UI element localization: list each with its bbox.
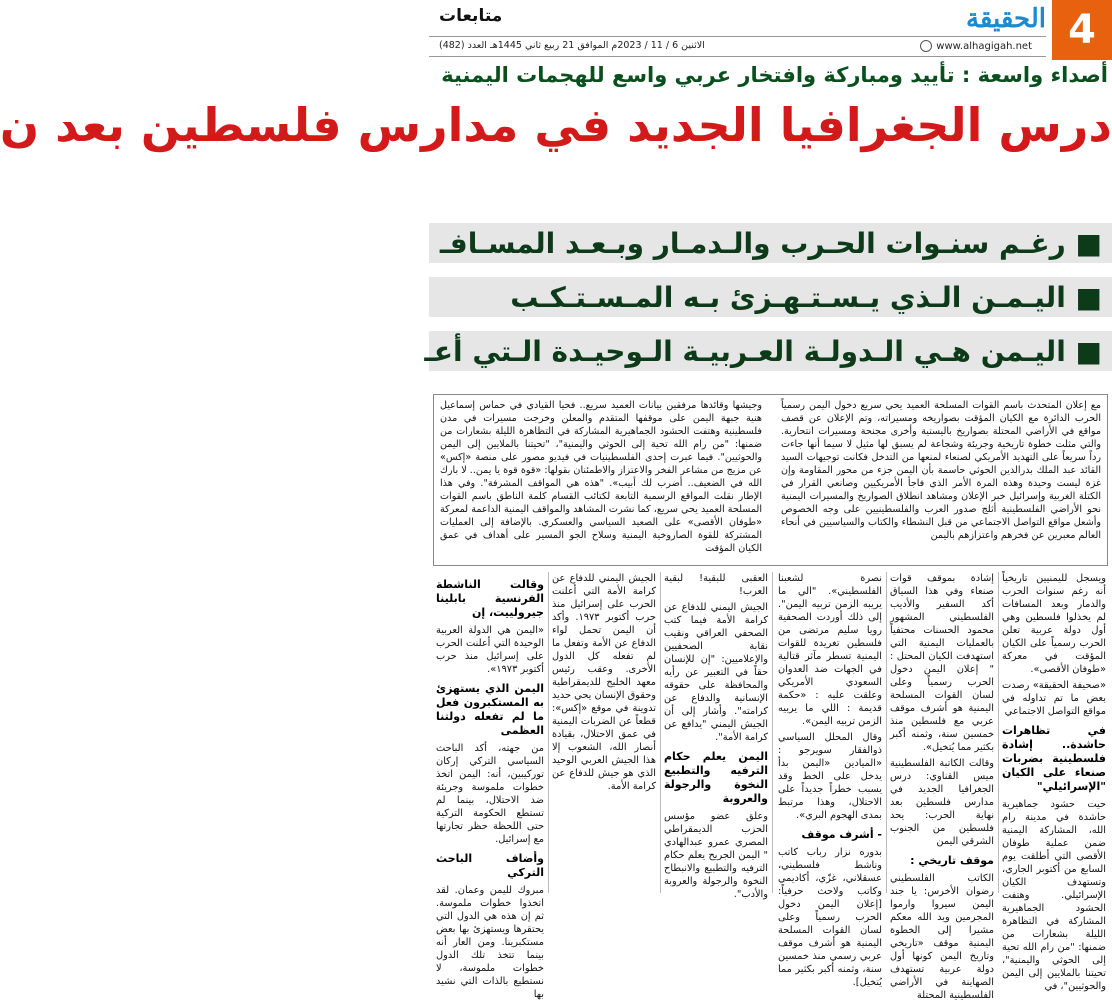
banner-2 bbox=[429, 277, 1112, 317]
globe-icon bbox=[920, 40, 932, 52]
column-divider bbox=[660, 572, 661, 893]
subheading: اليمن يعلم حكام الترفيه والتطبيع النخوة والرجولة والعروبة bbox=[664, 750, 768, 805]
kicker-headline: أصداء واسعة : تأييد ومباركة وافتخار عربي واسع للهجمات اليمنية bbox=[441, 63, 1108, 87]
intro-box bbox=[433, 394, 1108, 566]
banner-3 bbox=[424, 331, 1112, 371]
column-2 bbox=[890, 572, 994, 1001]
column-1 bbox=[1002, 572, 1106, 992]
subheading: في تظاهرات حاشدة.. إشادة فلسطينية بضربات صنعاء على الكيان "الإسرائيلي" bbox=[1002, 724, 1106, 793]
column-6 bbox=[436, 572, 544, 1000]
paragraph: العقبى للبقية! لبقية العرب! bbox=[664, 573, 768, 597]
column-divider bbox=[886, 572, 887, 893]
subheading: وأضاف الباحث التركي bbox=[436, 852, 544, 879]
subheading: - أشرف موقف bbox=[801, 828, 882, 841]
paragraph: الجيش اليمني للدفاع عن كرامة الأمة التي أعلنت الحرب على إسرائيل منذ حرب أكتوبر ١٩٧٣. وأكد أن اليمن تحمل لواء الدفاع عن الأمة وتفعل ما لم تفعله كل الدول الأخرى. وعقب رئيس معهد الخليج للديمقراطية وحقوق الإنسان يحي حديد تدوينة في موقع «إكس»: قطعاً عن الضربات اليمنية في عمق الاحتلال، بقيادة أنصار الله، الشعوب إلا هذا الجيش العربي الوحيد الذي هو جيش للدفاع عن كرامة الأمة. bbox=[552, 573, 656, 792]
paragraph: وعلق عضو مؤسس الحزب الديمقراطي المصري عمرو عبدالهادي " اليمن الجريح يعلم حكام الترفيه والتطبيع والانبطاح النخوة والرجولة والعروبة والأدب". bbox=[664, 811, 768, 900]
banner-1-text: ■ رغـم سنـوات الحـرب والـدمـار وبـعـد المسـافـ bbox=[439, 226, 1102, 260]
column-divider bbox=[548, 572, 549, 893]
header-rule-top bbox=[429, 36, 1046, 37]
header-rule-bottom bbox=[429, 56, 1046, 57]
column-divider bbox=[998, 572, 999, 893]
paragraph: نصرة لشعبنا الفلسطيني». "الي ما يريبه الزمن تربيه اليمن". إلى ذلك أوردت الصحفية رويا سليم مرتضى من فلسطين تغريدة للقوات اليمنية تسطر مآثر قتالية في الجهات ضد العدوان السعودي الأمريكي وعلقت عليه : «حكمة قديمة : اللي ما يربيه الزمن تربيه اليمن». bbox=[778, 573, 882, 727]
banner-1 bbox=[429, 223, 1112, 263]
column-divider bbox=[772, 572, 773, 893]
paragraph: إشادة بموقف قوات صنعاء وفي هذا السياق أكد السفير والأديب الفلسطيني المشهور محمود الحسنات محتفياً بالعمليات اليمنية التي استهدفت الكيان المحتل : " إعلان اليمن دخول الحرب رسمياً وعلى لسان القوات المسلحة اليمنية هو أشرف موقف عربي مع فلسطين منذ خمسين سنة، وثمنه أكبر بكثير مما يُتخيل». bbox=[890, 573, 994, 753]
banner-3-text: ■ اليـمن هـي الـدولـة العـربيـة الـوحيـدة الـتي أعـ bbox=[424, 334, 1102, 368]
intro-right-text: مع إعلان المتحدث باسم القوات المسلحة العميد يحي سريع دخول اليمن رسمياً الحرب الدائرة مع الكيان المؤقت بصواريخه ومسيراته، وتم الإعلان عن قصف مواقع في الأراضي المحتلة بصواريخ باليستية وأخرى مجنحة ومسيرات انتحارية. والتي مثلت خطوة تاريخية وجريئة وشجاعة لم يسبق لها مثيل لا سيما أنها جاءت رداً سريعاً على التهديد الأمريكي لصنعاء لمنعها من التدخل فكانت توجيهات السيد القائد عبد الملك بدرالدين الحوثي حاسمة بأن اليمن جزء من محور المقاومة وإن غزة ليست وحيدة وهذه المرة الأمر الذي فاجأ الأمريكيين وصانعي القرار في الكتلة الغربية وإسرائيل خبر الإعلان ومشاهد انطلاق الصواريخ والمسيرات اليمنية نحو الأراضي الفلسطينية أثلج صدور العرب والفلسطينيين على وجه الخصوص وأشعل مواقع التواصل الاجتماعي من قبل النشطاء والكتاب والسياسيين في أنحاء العالم معبرين عن فخرهم واعتزازهم باليمن bbox=[781, 400, 1101, 541]
column-3 bbox=[778, 572, 882, 988]
banner-2-text: ■ اليـمـن الـذي يـسـتـهـزئ بـه المـسـتـكـب bbox=[510, 280, 1102, 314]
paragraph: الجيش اليمني للدفاع عن كرامة الأمة فيما كتب الصحفي العراقي ونقيب نقابة الصحفيين والإعلاميين: "إن للإنسان حقاً في التعبير عن رأيه والمحافظة على حقوقه الإنسانية والدفاع عن كرامته". وأشار إلى أن الجيش اليمني "يدافع عن كرامة الأمة". bbox=[664, 602, 768, 743]
subheading: اليمن الذي يستهزئ به المستكبرون فعل ما لم تفعله دولتنا العظمى bbox=[436, 682, 544, 737]
paragraph: «صحيفة الحقيقة» رصدت بعض ما تم تداوله في مواقع التواصل الاجتماعي bbox=[1002, 680, 1106, 717]
main-headline: درس الجغرافيا الجديد في مدارس فلسطين بعد ن bbox=[0, 98, 1112, 152]
paragraph: الكاتب الفلسطيني رضوان الأخرس: يا جند اليمن سيروا وارموا المجرمين ويد الله معكم مشيرا إلى الخطوة اليمنية موقف «تاريخي وتاريخ اليمن كونها أول دولة عربية تستهدف الصهاينة في الأراضي الفلسطينية المحتلة bbox=[890, 873, 994, 1001]
paragraph: ويسجل لليمنيين تاريخياً أنه رغم سنوات الحرب والدمار وبعد المسافات لم يخذلوا فلسطين وهي أول دولة عربية تعلن الحرب رسمياً على الكيان المؤقت في معركة «طوفان الأقصى». bbox=[1002, 573, 1106, 675]
newspaper-logo: الحقيقة bbox=[965, 4, 1046, 34]
page-number: 4 bbox=[1052, 0, 1112, 60]
paragraph: حيت حشود جماهيرية حاشدة في مدينة رام الله، المشاركة اليمنية ضمن عملية طوفان الأقصى التي أطلقت يوم السابع من أكتوبر الجاري، وتستهدف الكيان الإسرائيلي. وهتفت الحشود الجماهيرية المشاركة في التظاهرة الليلة بشعارات من ضمنها: "من رام الله تحية إلى الحوثي واليمنية"، تحيتنا بالملايين إلى اليمن والحوثيين"، في bbox=[1002, 799, 1106, 992]
paragraph: «اليمن هي الدولة العربية الوحيدة التي أعلنت الحرب على إسرائيل منذ حرب أكتوبر ١٩٧٣». bbox=[436, 625, 544, 675]
section-title: متابعات bbox=[439, 6, 503, 26]
paragraph: وقال المحلل السياسي ذوالفقار سويرجو : «الميادين «اليمن بدأ يدخل على الخط وقد يسبب خطراً جديداً على الاحتلال، وهذا مرتبط بمدى الهجوم البري». bbox=[778, 732, 882, 821]
paragraph: بدوره نزار رباب كاتب وناشط فلسطيني، عسقلاني، غزّي، أكاديمي وكاتب ولاحث حرفياً: [إعلان اليمن دخول الحرب رسمياً وعلى لسان القوات المسلحة اليمنية هو أشرف موقف عربي رسمي منذ خمسين سنة، وثمنه أكبر بكثير مما يُتخيل]. bbox=[778, 847, 882, 988]
subheading: وقالت الناشطة الفرنسية بابلينا جيرولييت، إن bbox=[436, 578, 544, 619]
intro-left-text: وجيشها وقائدها مرفقين بيانات العميد سريع.. فحيا القيادي في حماس إسماعيل هنية جبهة اليمن على موقفها المتقدم والمعلن وخرجت مسيرات في مدن فلسطينية وهتفت الحشود الجماهيرية المشاركة في التظاهرة الليلة بشعارات من ضمنها: "من رام الله تحية إلى الحوثي واليمنية"، "تحيتنا بالملايين إلى اليمن والحوثيين". فيما عبرت إحدى الفلسطينيات في فيديو مصور على منصة «إكس» عن مزيج من مشاعر الفخر والاعتزاز والاطمئنان بقولها: «قوة قوة يا يمن.. لا بارك الله في الضعيف.. أضرب لك أبيب». "هذه هي المواقف المشرفة". وفي هذا الإطار نقلت المواقع الرسمية التابعة لكتائب القسام كلمة الناطق باسم القوات المسلحة العميد يحي سريع، كما نشرت المشاهد والمواقف اليمنية الداعمة لمعركة «طوفان الأقصى» على الصعيد السياسي والعسكري. بالإضافة إلى العمليات المشتركة للقوة الصاروخية اليمنية وسلاح الجو المسير على أهداف في عمق الكيان المؤقت bbox=[440, 400, 762, 554]
subheading: موقف تاريخي : bbox=[910, 854, 994, 867]
paragraph: من جهته، أكد الباحث السياسي التركي إركان توركيبين، أنه: اليمن اتخذ خطوات ملموسة وجريئة ضد الاحتلال، بينما لم تستطع الحكومة التركية حتى اللحظة حظر تجارتها مع إسرائيل. bbox=[436, 743, 544, 845]
column-4 bbox=[664, 572, 768, 900]
site-url[interactable] bbox=[920, 40, 1032, 52]
paragraph: وقالت الكاتبة الفلسطينية ميس القناوي: درس الجغرافيا الجديد في مدارس فلسطين بعد نهاية الحرب: يحد فلسطين من الجنوب الشرقي اليمن bbox=[890, 758, 994, 847]
paragraph: مبروك لليمن وعمان. لقد اتخذوا خطوات ملموسة. ثم إن هذه هي الدول التي يحتقرها ويستهزئ بها بعض مستكبرينا. ومن العار أنه بينما تتخذ تلك الدول خطوات ملموسة، لا نستطيع بالذات التي نشيد بها bbox=[436, 885, 544, 1000]
column-5 bbox=[552, 572, 656, 893]
site-url-text: www.alhagigah.net bbox=[936, 40, 1032, 52]
dateline: الاثنين 6 / 11 / 2023م الموافق 21 ربيع ثاني 1445هـ العدد (482) bbox=[439, 40, 705, 51]
